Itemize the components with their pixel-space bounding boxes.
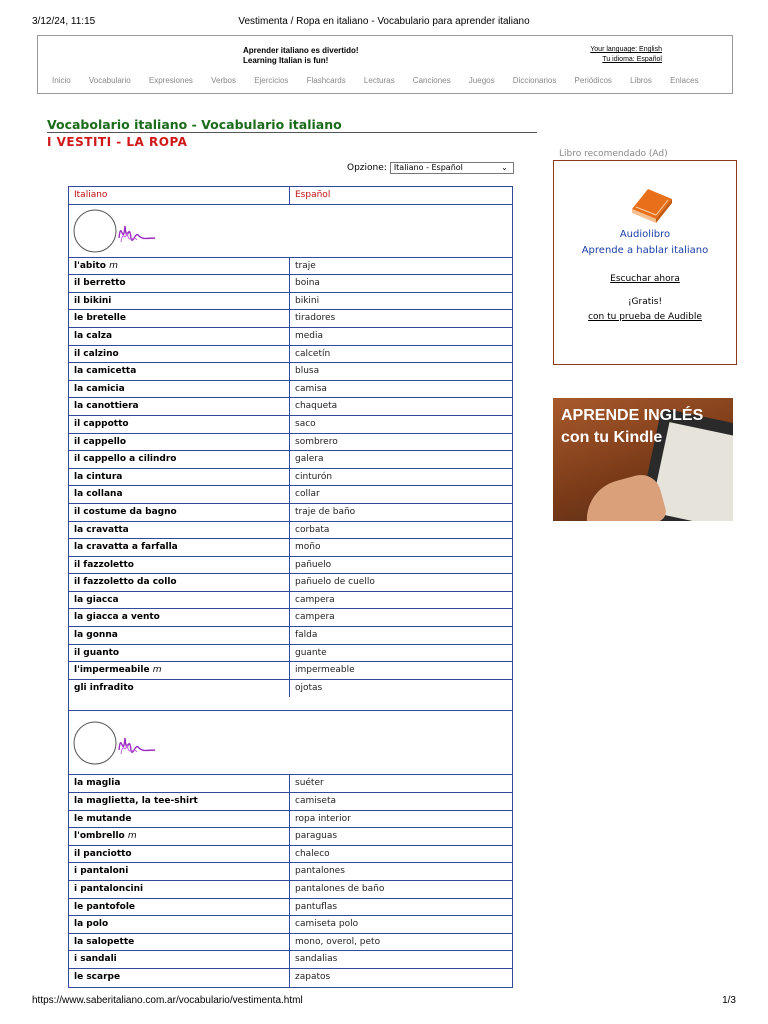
italian-term: il calzino [69, 346, 290, 363]
audiobook-ad[interactable] [553, 160, 737, 365]
spanish-term: ojotas [295, 682, 323, 693]
table-row [69, 627, 512, 645]
audio-wave-icon[interactable] [69, 208, 159, 254]
vocab-group-2 [69, 775, 512, 986]
italian-term: la giacca a vento [69, 609, 290, 626]
spanish-term: camiseta [295, 796, 337, 807]
italian-term: la giacca [69, 592, 290, 609]
spanish-term: guante [295, 647, 327, 658]
italian-term: la camicetta [69, 363, 290, 380]
nav-inicio[interactable]: Inicio [52, 76, 71, 85]
audible-trial-link[interactable]: con tu prueba de Audible [588, 312, 702, 322]
table-row [69, 293, 512, 311]
spanish-term: impermeable [295, 665, 355, 676]
table-row [69, 793, 512, 811]
table-row [69, 969, 512, 987]
table-row [69, 951, 512, 969]
table-row [69, 539, 512, 557]
italian-term: le scarpe [69, 969, 290, 987]
table-row [69, 486, 512, 504]
table-row [69, 522, 512, 540]
table-row [69, 258, 512, 276]
ad-title[interactable]: Audiolibro [619, 229, 671, 240]
language-link-english[interactable]: Your language: English [590, 46, 662, 53]
nav-libros[interactable]: Libros [630, 76, 652, 85]
table-row [69, 434, 512, 452]
italian-term: la gonna [69, 627, 290, 644]
listen-now-link[interactable]: Escuchar ahora [610, 274, 680, 284]
page-title: Vocabolario italiano - Vocabulario italiano [47, 117, 342, 132]
table-row [69, 310, 512, 328]
nav-ejercicios[interactable]: Ejercicios [254, 76, 289, 85]
spanish-term: sombrero [295, 436, 338, 447]
italian-term: il cappello [69, 434, 290, 451]
language-link-spanish[interactable]: Tu idioma: Español [602, 56, 662, 63]
spanish-term: suéter [295, 778, 324, 789]
table-row [69, 645, 512, 663]
spanish-term: mono, overol, peto [295, 936, 381, 947]
sidebar-label: Libro recomendado (Ad) [559, 149, 668, 159]
ad-subtitle[interactable]: Aprende a hablar italiano [581, 245, 709, 256]
spanish-term: chaqueta [295, 401, 338, 412]
table-row [69, 346, 512, 364]
italian-term: la polo [69, 916, 290, 933]
table-row [69, 592, 512, 610]
page-url: https://www.saberitaliano.com.ar/vocabulario/vestimenta.html [32, 995, 303, 1006]
language-links [590, 45, 662, 65]
spanish-term: traje [295, 260, 316, 271]
print-header [32, 16, 736, 30]
table-row [69, 899, 512, 917]
options-control [347, 162, 514, 174]
italian-term: il fazzoletto da collo [69, 574, 290, 591]
table-row [69, 828, 512, 846]
table-row [69, 680, 512, 698]
print-date: 3/12/24, 11:15 [32, 16, 96, 27]
table-row [69, 609, 512, 627]
italian-term: i sandali [69, 951, 290, 968]
spanish-term: ropa interior [295, 813, 351, 824]
ad-free-text: ¡Gratis! [627, 297, 663, 307]
table-row [69, 775, 512, 793]
tagline: Aprender italiano es divertido! Learning Italian is fun! [243, 46, 359, 65]
italian-term: la cravatta a farfalla [69, 539, 290, 556]
italian-term: la maglietta, la tee-shirt [69, 793, 290, 810]
table-spacer [69, 697, 512, 711]
italian-term: la cintura [69, 469, 290, 486]
nav-periodicos[interactable]: Periódicos [574, 76, 612, 85]
page-subtitle: I VESTITI - LA ROPA [47, 135, 188, 149]
italian-term: il panciotto [69, 846, 290, 863]
title-divider [47, 132, 537, 133]
table-row [69, 275, 512, 293]
table-row [69, 504, 512, 522]
italian-term: il berretto [69, 275, 290, 292]
table-row [69, 574, 512, 592]
spanish-term: galera [295, 454, 324, 465]
kindle-subheadline: con tu Kindle [561, 429, 663, 446]
table-row [69, 811, 512, 829]
nav-flashcards[interactable]: Flashcards [306, 76, 346, 85]
spanish-term: paraguas [295, 831, 338, 842]
kindle-ad-banner[interactable] [553, 398, 733, 521]
nav-expresiones[interactable]: Expresiones [148, 76, 193, 85]
audio-row [69, 711, 512, 775]
italian-term: l'ombrello m [69, 828, 290, 845]
table-row [69, 662, 512, 680]
nav-juegos[interactable]: Juegos [468, 76, 495, 85]
spanish-term: tiradores [295, 313, 336, 324]
italian-term: gli infradito [69, 680, 290, 698]
language-pair-select[interactable]: Italiano - Español ⌄ [390, 162, 514, 174]
table-row [69, 881, 512, 899]
italian-term: l'abito m [69, 258, 290, 275]
spanish-term: blusa [295, 366, 320, 377]
spanish-term: pañuelo [295, 559, 332, 570]
table-row [69, 934, 512, 952]
spanish-term: campera [295, 594, 335, 605]
italian-term: le pantofole [69, 899, 290, 916]
table-row [69, 398, 512, 416]
site-header [37, 35, 733, 94]
spanish-term: corbata [295, 524, 330, 535]
spanish-term: cinturón [295, 471, 333, 482]
italian-term: la canottiera [69, 398, 290, 415]
print-title: Vestimenta / Ropa en italiano - Vocabulario para aprender italiano [238, 16, 530, 27]
italian-term: le bretelle [69, 310, 290, 327]
spanish-term: calcetín [295, 348, 331, 359]
spanish-term: camiseta polo [295, 919, 359, 930]
spanish-term: pantalones [295, 866, 345, 877]
spanish-term: falda [295, 630, 318, 641]
italian-term: il costume da bagno [69, 504, 290, 521]
italian-term: il fazzoletto [69, 557, 290, 574]
vocab-group-1 [69, 258, 512, 698]
spanish-term: saco [295, 418, 316, 429]
spanish-term: sandalias [295, 954, 338, 965]
spanish-term: zapatos [295, 971, 331, 982]
table-row [69, 363, 512, 381]
table-row [69, 846, 512, 864]
table-row [69, 416, 512, 434]
spanish-term: chaleco [295, 848, 330, 859]
spanish-term: campera [295, 612, 335, 623]
table-row [69, 381, 512, 399]
header-espanol: Español [295, 190, 331, 200]
page-number: 1/3 [722, 995, 736, 1006]
spanish-term: camisa [295, 383, 327, 394]
italian-term: il cappello a cilindro [69, 451, 290, 468]
print-footer [32, 995, 736, 1009]
nav-vocabulario[interactable]: Vocabulario [88, 76, 131, 85]
spanish-term: traje de baño [295, 506, 356, 517]
table-row [69, 451, 512, 469]
kindle-headline: APRENDE INGLÉS [561, 407, 704, 424]
spanish-term: media [295, 330, 324, 341]
nav-verbos[interactable]: Verbos [211, 76, 236, 85]
italian-term: il cappotto [69, 416, 290, 433]
italian-term: la collana [69, 486, 290, 503]
table-header [69, 187, 512, 205]
spanish-term: pantalones de baño [295, 884, 385, 894]
spanish-term: bikini [295, 295, 320, 306]
italian-term: i pantaloni [69, 863, 290, 880]
table-row [69, 328, 512, 346]
italian-term: i pantaloncini [69, 881, 290, 898]
italian-term: la salopette [69, 934, 290, 951]
options-label: Opzione: [347, 163, 387, 173]
spanish-term: pañuelo de cuello [295, 577, 375, 588]
table-row [69, 863, 512, 881]
book-icon [626, 181, 676, 223]
nav-canciones[interactable]: Canciones [412, 76, 451, 85]
italian-term: il bikini [69, 293, 290, 310]
nav-diccionarios[interactable]: Diccionarios [512, 76, 557, 85]
vocabulary-table [68, 186, 513, 988]
spanish-term: boina [295, 278, 320, 289]
italian-term: le mutande [69, 811, 290, 828]
table-row [69, 557, 512, 575]
italian-term: la camicia [69, 381, 290, 398]
italian-term: il guanto [69, 645, 290, 662]
italian-term: la cravatta [69, 522, 290, 539]
italian-term: l'impermeabile m [69, 662, 290, 679]
spanish-term: collar [295, 489, 320, 500]
nav-enlaces[interactable]: Enlaces [670, 76, 699, 85]
table-row [69, 469, 512, 487]
table-row [69, 916, 512, 934]
chevron-down-icon: ⌄ [501, 163, 508, 172]
header-italiano: Italiano [69, 187, 290, 204]
spanish-term: pantuflas [295, 901, 338, 912]
italian-term: la maglia [69, 775, 290, 792]
italian-term: la calza [69, 328, 290, 345]
audio-row [69, 205, 512, 258]
spanish-term: moño [295, 542, 321, 553]
nav-lecturas[interactable]: Lecturas [363, 76, 395, 85]
audio-wave-icon[interactable] [69, 720, 159, 766]
main-nav [52, 76, 717, 85]
